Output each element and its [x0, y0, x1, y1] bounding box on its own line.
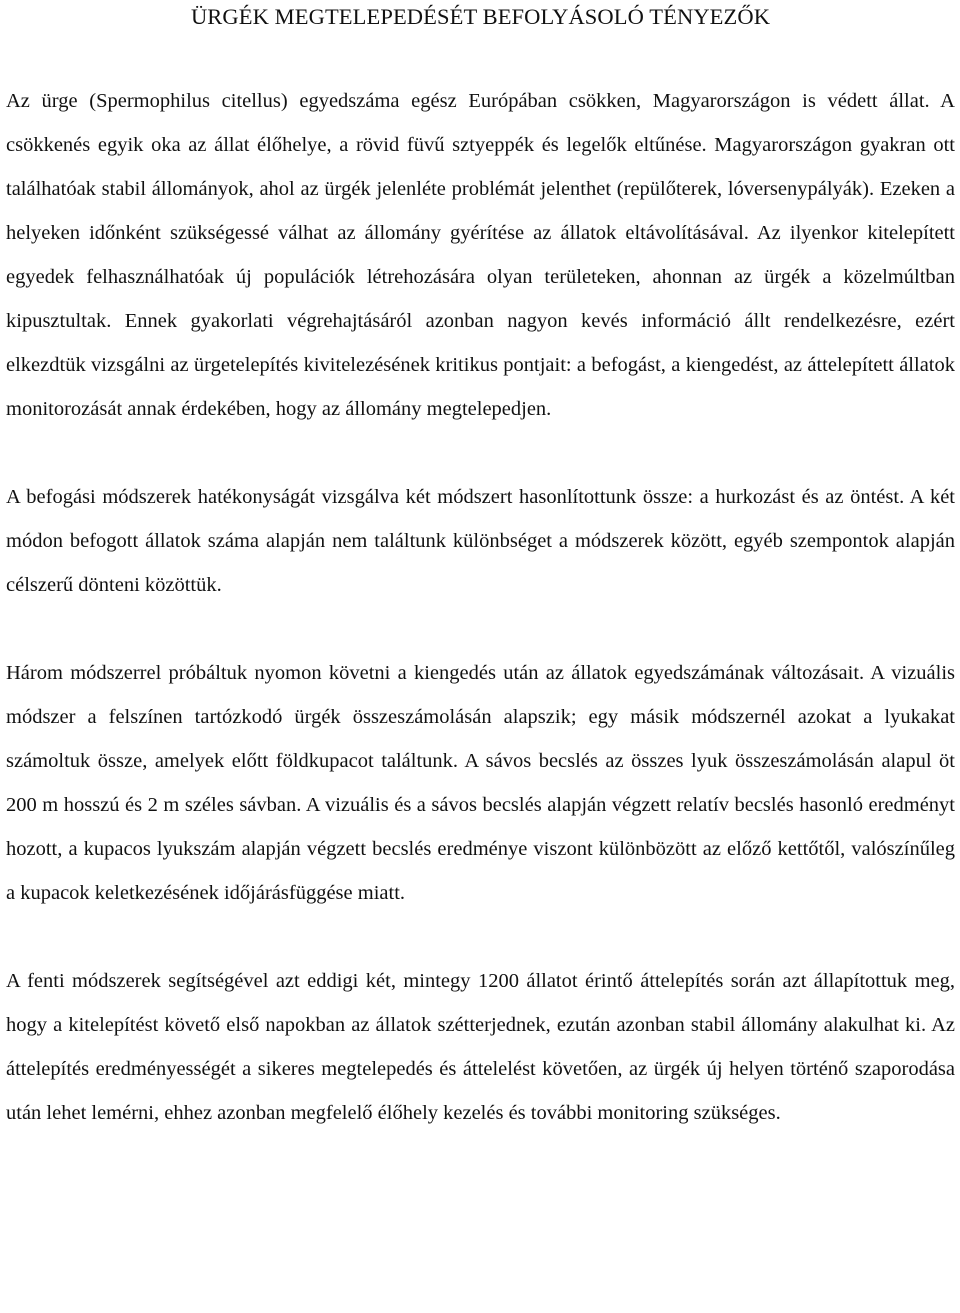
paragraph-introduction: Az ürge (Spermophilus citellus) egyedszáma egész Európában csökken, Magyarországon is védett állat. A csökkenés egyik oka az állat élőhelye, a rövid füvű sztyeppék és legelők eltűnése. Magyarországon gyakran ott találhatóak stabil állományok, ahol az ürgék jelenléte problémát jelenthet (repülőterek, lóversenypályák). Ezeken a helyeken időnként szükségessé válhat az állomány gyérítése az állatok eltávolításával. Az ilyenkor kitelepített egyedek felhasználhatóak új populációk létrehozására olyan területeken, ahonnan az ürgék a közelmúltban kipusztultak. Ennek gyakorlati végrehajtásáról azonban nagyon kevés információ állt rendelkezésre, ezért elkezdtük vizsgálni az ürgetelepítés kivitelezésének kritikus pontjait: a befogást, a kiengedést, az áttelepített állatok monitorozását annak érdekében, hogy az állomány megtelepedjen.	[6, 90, 955, 420]
paragraph-monitoring-methods: Három módszerrel próbáltuk nyomon követni a kiengedés után az állatok egyedszámának változásait. A vizuális módszer a felszínen tartózkodó ürgék összeszámolásán alapszik; egy másik módszernél azokat a lyukakat számoltuk össze, amelyek előtt földkupacot találtunk. A sávos becslés az összes lyuk összeszámolásán alapul öt 200 m hosszú és 2 m széles sávban. A vizuális és a sávos becslés alapján végzett relatív becslés hasonló eredményt hozott, a kupacos lyukszám alapján végzett becslés eredménye viszont különbözött az előző kettőtől, valószínűleg a kupacok keletkezésének időjárásfüggése miatt.	[6, 662, 955, 904]
paragraph-capture-methods: A befogási módszerek hatékonyságát vizsgálva két módszert hasonlítottunk össze: a hurkozást és az öntést. A két módon befogott állatok száma alapján nem találtunk különbséget a módszerek között, egyéb szempontok alapján célszerű dönteni közöttük.	[6, 486, 955, 596]
document-page	[6, 0, 955, 1135]
paragraph-conclusions: A fenti módszerek segítségével azt eddigi két, mintegy 1200 állatot érintő áttelepítés során azt állapítottuk meg, hogy a kitelepítést követő első napokban az állatok szétterjednek, ezután azonban stabil állomány alakulhat ki. Az áttelepítés eredményességét a sikeres megtelepedés és áttelelést követően, az ürgék új helyen történő szaporodása után lehet lemérni, ehhez azonban megfelelő élőhely kezelés és további monitoring szükséges.	[6, 970, 955, 1124]
document-title: ÜRGÉK MEGTELEPEDÉSÉT BEFOLYÁSOLÓ TÉNYEZŐK	[190, 4, 771, 29]
